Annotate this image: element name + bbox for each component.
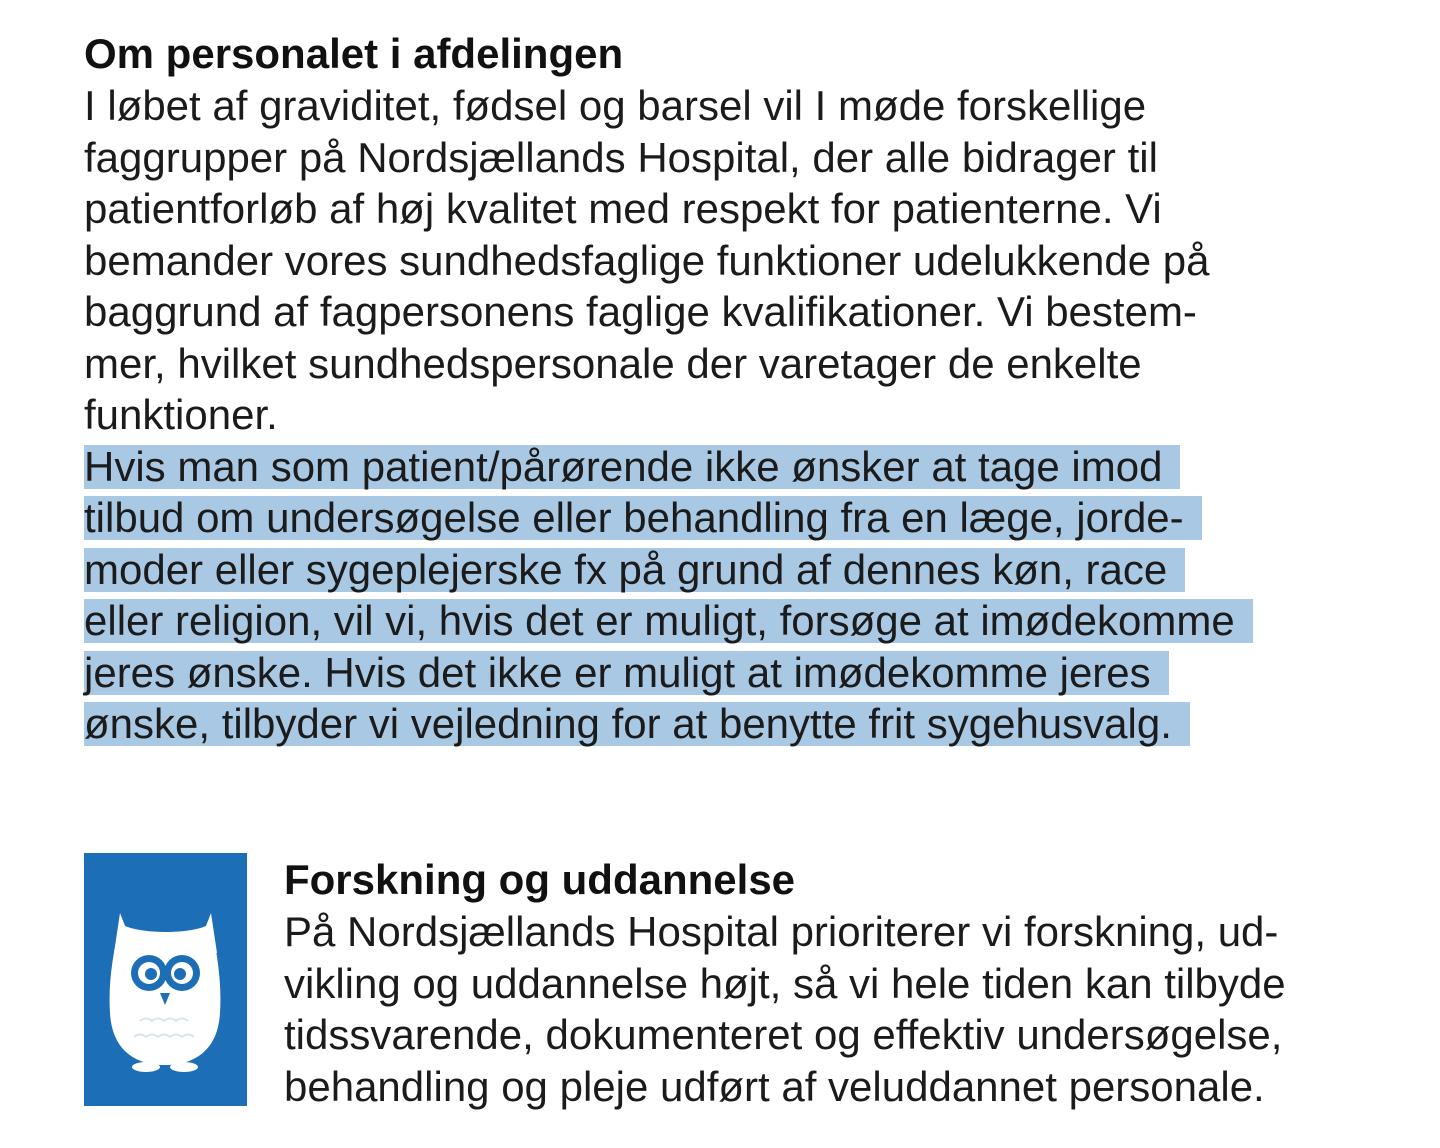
selected-text-line[interactable]: ønske, tilbyder vi vejledning for at benytte frit sygehusvalg. <box>84 702 1190 746</box>
selected-text-line[interactable]: moder eller sygeplejerske fx på grund af dennes køn, race <box>84 548 1185 592</box>
staff-paragraph <box>84 80 1424 441</box>
selected-text-line[interactable]: Hvis man som patient/pårørende ikke ønsker at tage imod <box>84 445 1180 489</box>
owl-icon <box>84 853 247 1106</box>
owl-icon-box <box>84 853 247 1106</box>
text-line: bemander vores sundhedsfaglige funktioner udelukkende på <box>84 236 1210 284</box>
text-line: tidssvarende, dokumenteret og effektiv undersøgelse, <box>284 1011 1283 1058</box>
research-paragraph <box>284 906 1424 1112</box>
text-line: På Nordsjællands Hospital prioriterer vi forskning, ud- <box>284 908 1279 955</box>
text-line: I løbet af graviditet, fødsel og barsel vil I møde forskellige <box>84 82 1147 129</box>
text-line: mer, hvilket sundhedspersonale der varetager de enkelte <box>84 339 1142 387</box>
section-title-research: Forskning og uddannelse <box>284 856 796 903</box>
section-research <box>284 854 1424 1112</box>
section-staff <box>84 28 1424 750</box>
selected-text-line[interactable]: tilbud om undersøgelse eller behandling fra en læge, jorde- <box>84 496 1202 540</box>
text-line: vikling og uddannelse højt, så vi hele tiden kan tilbyde <box>284 959 1286 1007</box>
text-line: behandling og pleje udført af veluddannet personale. <box>284 1062 1265 1110</box>
text-line: funktioner. <box>84 391 278 438</box>
selected-text[interactable] <box>84 441 1424 750</box>
text-line: baggrund af fagpersonens faglige kvalifikationer. Vi bestem- <box>84 288 1197 335</box>
selected-text-line[interactable]: eller religion, vil vi, hvis det er muligt, forsøge at imødekomme <box>84 599 1253 643</box>
text-line: patientforløb af høj kvalitet med respekt for patienterne. Vi <box>84 185 1162 232</box>
section-title-staff: Om personalet i afdelingen <box>84 30 624 77</box>
selected-text-line[interactable]: jeres ønske. Hvis det ikke er muligt at imødekomme jeres <box>84 651 1169 695</box>
text-line: faggrupper på Nordsjællands Hospital, der alle bidrager til <box>84 133 1158 181</box>
